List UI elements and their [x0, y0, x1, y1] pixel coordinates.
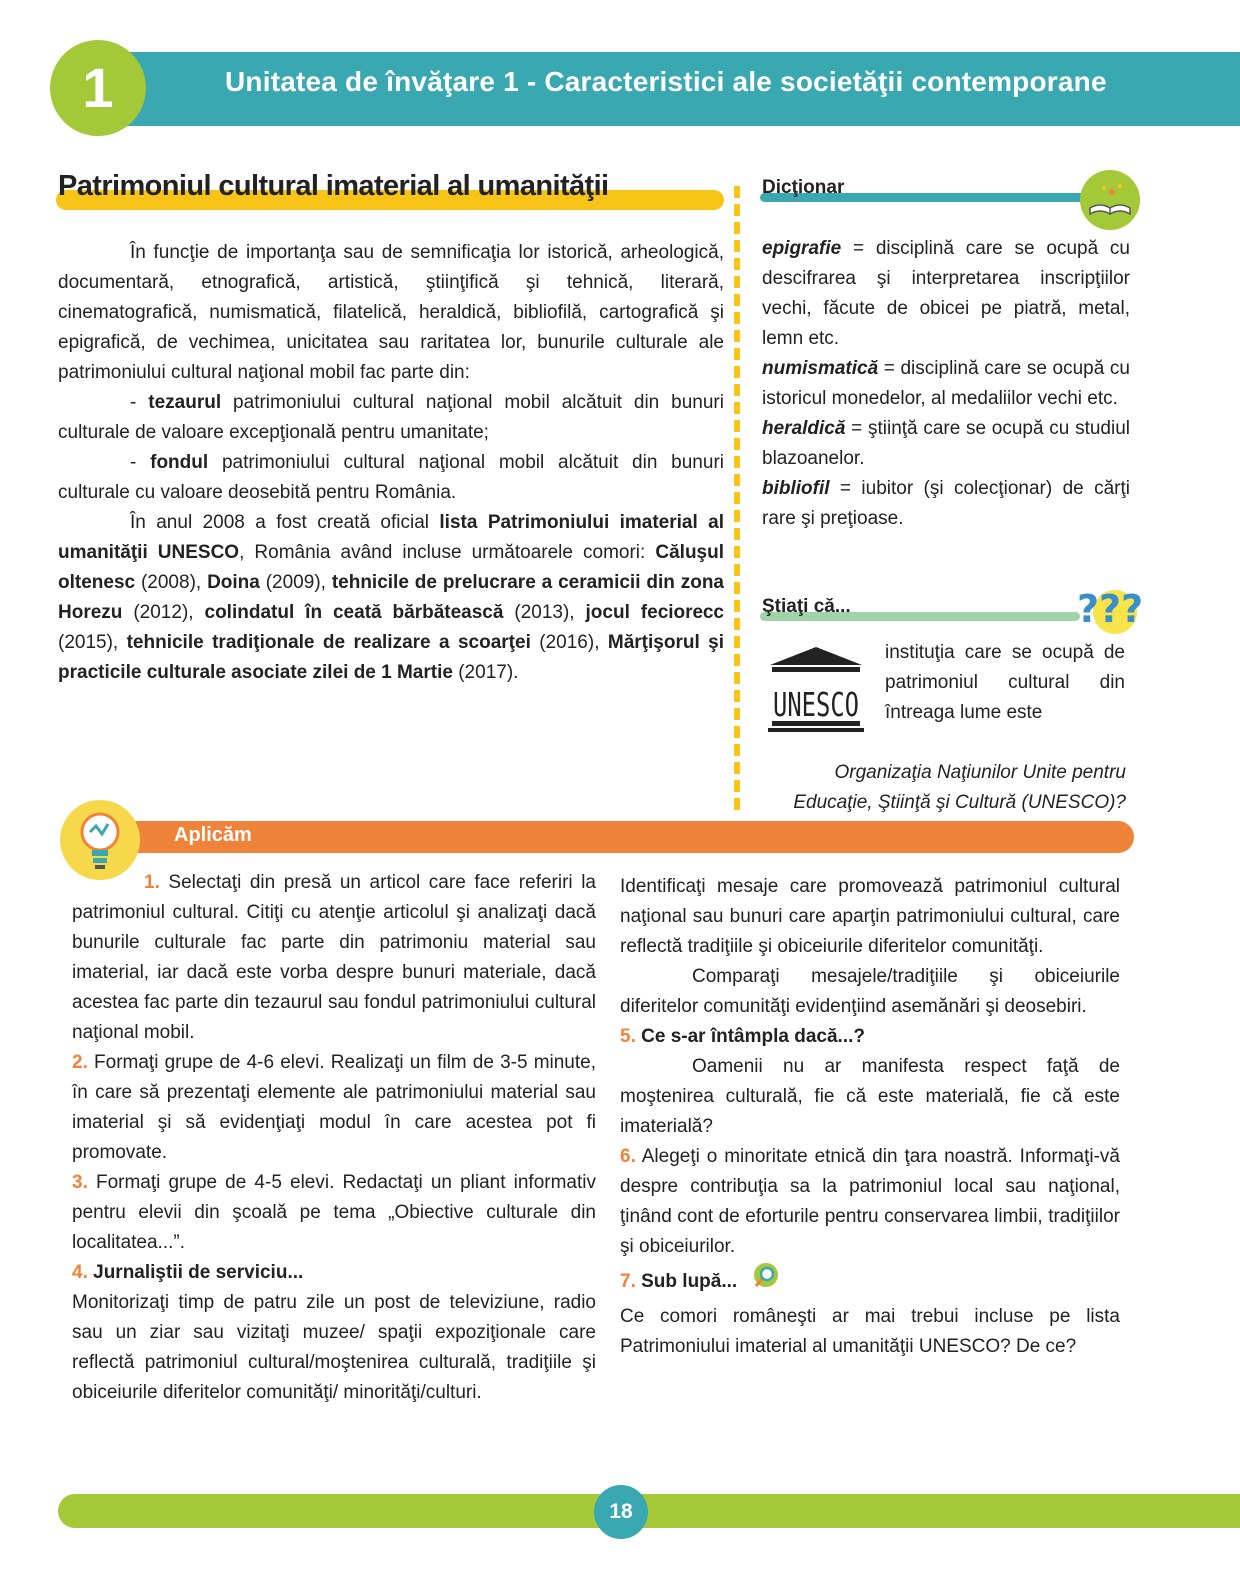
did-you-know-heading: Ştiaţi că... [762, 596, 851, 617]
question-marks-text: ??? [1077, 587, 1144, 631]
task-3: 3. Formaţi grupe de 4-5 elevi. Redactaţi un pliant informativ pentru elevii din şcoală pe tema „Obiective culturale din localitatea...”. [72, 1172, 596, 1253]
unit-title: Unitatea de învăţare 1 - Caracteristici ale societăţii contemporane [225, 66, 1107, 97]
task-7-title: 7. Sub lupă... [620, 1262, 1120, 1302]
dictionary-entry: epigrafie = disciplină care se ocupă cu descifrarea şi interpretarea inscripţiilor vechi, făcute de obicei pe piatră, metal, lemn etc. [762, 238, 1130, 349]
unesco-logo-text: UNESCO [773, 685, 859, 724]
dictionary-heading: Dicţionar [762, 177, 845, 198]
did-you-know-italic: Organizaţia Naţiunilor Unite pentru Educaţie, Ştiinţă şi Cultură (UNESCO)? [793, 762, 1126, 813]
bullet-tezaur: - tezaurul patrimoniului cultural naţional mobil alcătuit din bunuri culturale de valoare excepţională pentru umanitate; [58, 392, 724, 443]
task-2: 2. Formaţi grupe de 4-6 elevi. Realizaţi un film de 3-5 minute, în care să prezentaţi elemente ale patrimoniului material sau imaterial şi să evidenţiaţi modul în care acestea pot fi promovate. [72, 1052, 596, 1163]
task-5-title: 5. Ce s-ar întâmpla dacă...? [620, 1026, 865, 1047]
dictionary-entry: numismatică = disciplină care se ocupă cu istoricul monedelor, al medaliilor vechi etc. [762, 358, 1130, 409]
task-4-compare: Comparaţi mesajele/tradiţiile şi obiceiurile diferitelor comunităţi evidenţiind asemănări şi deosebiri. [620, 966, 1120, 1017]
unit-number: 1 [82, 56, 114, 119]
page-number: 18 [609, 1500, 633, 1523]
section-title: Patrimoniul cultural imaterial al umanităţii [58, 170, 609, 202]
apply-heading: Aplicăm [174, 824, 252, 846]
paragraph-intro: În funcţie de importanţa sau de semnificaţia lor istorică, arheologică, documentară, etnografică, artistică, ştiinţifică şi tehnică, literară, cinematografică, numismatică, filatelică, heraldică, bibliofilă, cartografică şi epigrafică, de vechimea, unicitatea sau raritatea lor, bunurile culturale ale patrimoniului cultural naţional mobil fac parte din: [58, 242, 724, 383]
magnifier-icon [748, 1262, 782, 1302]
did-you-know-text: instituţia care se ocupă de patrimoniul cultural din întreaga lume este [885, 642, 1125, 723]
body-text [58, 238, 724, 688]
dictionary-entry: heraldică = ştiinţă care se ocupă cu studiul blazoanelor. [762, 418, 1130, 469]
task-7: Ce comori româneşti ar mai trebui incluse pe lista Patrimoniului imaterial al umanităţii UNESCO? De ce? [620, 1306, 1120, 1357]
tasks-right-column [620, 872, 1120, 1362]
question-marks-icon [1075, 582, 1144, 636]
bullet-fond: - fondul patrimoniului cultural naţional mobil alcătuit din bunuri culturale cu valoare deosebită pentru România. [58, 452, 724, 503]
task-4-continued: Identificaţi mesaje care promovează patrimoniul cultural naţional sau bunuri care aparţin patrimoniului cultural, care reflectă tradiţiile şi obiceiurile diferitelor comunităţi. [620, 876, 1120, 957]
tasks-left-column [72, 868, 596, 1408]
paragraph-unesco-list: În anul 2008 a fost creată oficial lista Patrimoniului imaterial al umanităţii UNESCO, România având incluse următoarele comori: Căluşul oltenesc (2008), Doina (2009), tehnicile de prelucrare a ceramicii din zona Horezu (2012), colindatul în ceată bărbătească (2013), jocul feciorесc (2015), tehnicile tradiţionale de realizare a scoarţei (2016), Mărţişorul şi practicile culturale asociate zilei de 1 Martie (2017). [58, 512, 725, 683]
task-6: 6. Alegeţi o minoritate etnică din ţara noastră. Informaţi-vă despre contribuţia sa la patrimoniul local sau naţional, ţinând cont de eforturile pentru conservarea limbii, tradiţiilor şi obiceiurilor. [620, 1146, 1120, 1257]
column-divider [734, 186, 740, 810]
task-5: Oamenii nu ar manifesta respect faţă de moştenirea culturală, fie că este materială, fie că este imaterială? [620, 1056, 1120, 1137]
dictionary-text [762, 234, 1130, 534]
task-4: Monitorizaţi timp de patru zile un post de televiziune, radio sau un ziar sau vizitaţi muzee/ spaţii expoziţionale care reflectă patrimoniul cultural/moştenirea culturală, tradiţiile şi obiceiurile diferitelor comunităţi/ minorităţi/culturi. [72, 1292, 596, 1403]
footer-bar [58, 1494, 1240, 1528]
task-1: 1. Selectaţi din presă un articol care face referiri la patrimoniul cultural. Citiţi cu atenţie articolul şi analizaţi dacă bunurile culturale fac parte din patrimoniu material sau imaterial, iar dacă este vorba despre bunuri materiale, dacă acestea fac parte din tezaurul sau fondul patrimoniului cultural naţional mobil. [72, 872, 596, 1043]
apply-bar [110, 821, 1134, 853]
dictionary-entry: bibliofil = iubitor (şi colecţionar) de cărţi rare şi preţioase. [762, 478, 1130, 529]
task-4-title: 4. Jurnaliştii de serviciu... [72, 1262, 304, 1283]
unesco-logo [766, 645, 866, 733]
book-icon [1080, 170, 1140, 230]
